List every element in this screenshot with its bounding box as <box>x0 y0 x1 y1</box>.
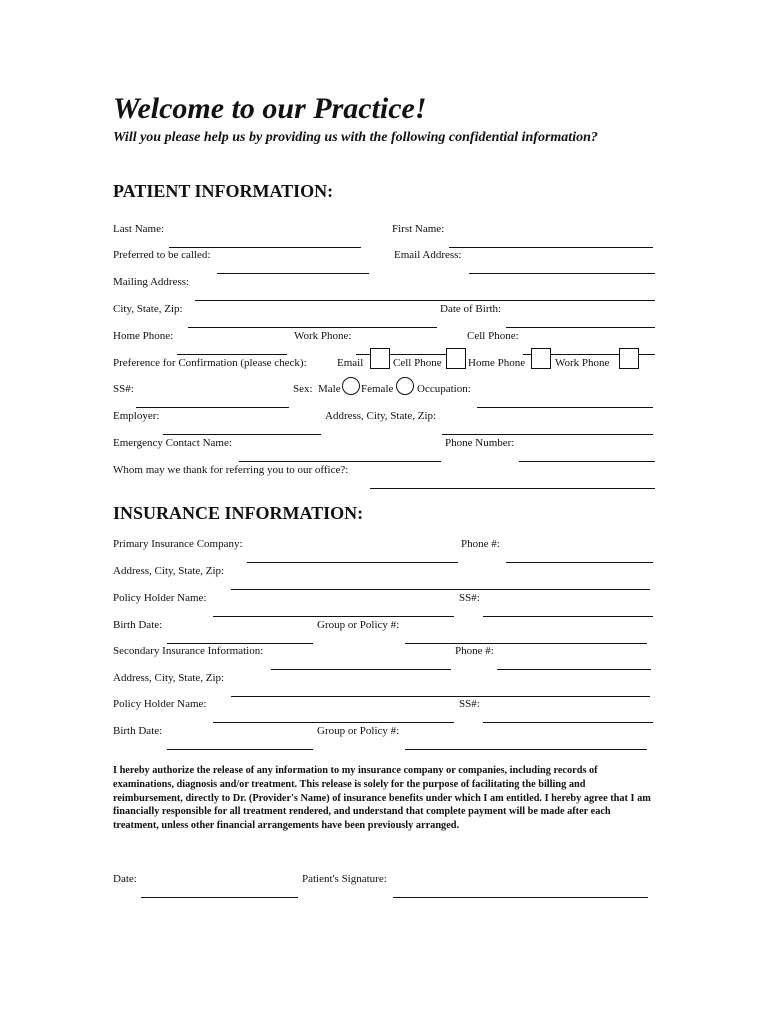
primary-birth-label: Birth Date: <box>113 619 163 631</box>
primary-insurance-field[interactable] <box>247 548 458 563</box>
pref-email-checkbox[interactable] <box>370 348 390 369</box>
employer-address-label: Address, City, State, Zip: <box>325 410 437 422</box>
emergency-phone-field[interactable] <box>519 447 655 462</box>
sex-label: Sex: <box>293 383 313 395</box>
employer-label: Employer: <box>113 410 160 422</box>
emergency-phone-label: Phone Number: <box>445 437 515 449</box>
first-name-field[interactable] <box>449 233 653 248</box>
last-name-label: Last Name: <box>113 223 165 235</box>
referral-label: Whom may we thank for referring you to our office?: <box>113 464 349 476</box>
row-ss-sex <box>113 382 658 398</box>
secondary-insurance-label: Secondary Insurance Information: <box>113 645 264 657</box>
dob-field[interactable] <box>506 313 655 328</box>
secondary-birth-label: Birth Date: <box>113 725 163 737</box>
emergency-contact-field[interactable] <box>239 447 441 462</box>
email-label: Email Address: <box>394 249 462 261</box>
pref-email-label: Email <box>337 357 364 369</box>
row-signature <box>113 872 658 888</box>
primary-group-label: Group or Policy #: <box>317 619 400 631</box>
pref-home-phone-label: Home Phone <box>468 357 526 369</box>
date-label: Date: <box>113 873 137 885</box>
primary-holder-label: Policy Holder Name: <box>113 592 207 604</box>
primary-insurance-label: Primary Insurance Company: <box>113 538 243 550</box>
row-primary <box>113 537 658 553</box>
secondary-address-label: Address, City, State, Zip: <box>113 672 225 684</box>
employer-address-field[interactable] <box>442 420 653 435</box>
signature-label: Patient's Signature: <box>302 873 387 885</box>
secondary-insurance-field[interactable] <box>271 655 451 670</box>
secondary-group-label: Group or Policy #: <box>317 725 400 737</box>
primary-holder-ss-field[interactable] <box>483 602 653 617</box>
secondary-group-field[interactable] <box>405 735 647 750</box>
row-emergency <box>113 436 658 452</box>
ss-field[interactable] <box>136 393 289 408</box>
row-secondary-holder <box>113 697 658 713</box>
sex-male-label: Male <box>318 383 341 395</box>
page-subtitle: Will you please help us by providing us with the following confidential information? <box>113 130 598 145</box>
row-primary-holder <box>113 591 658 607</box>
pref-cell-phone-label: Cell Phone <box>393 357 442 369</box>
confirmation-preference-label: Preference for Confirmation (please check): <box>113 357 307 369</box>
emergency-contact-label: Emergency Contact Name: <box>113 437 232 449</box>
secondary-holder-ss-label: SS#: <box>459 698 480 710</box>
patient-info-heading: PATIENT INFORMATION: <box>113 181 334 201</box>
primary-holder-field[interactable] <box>213 602 454 617</box>
dob-label: Date of Birth: <box>440 303 502 315</box>
home-phone-label: Home Phone: <box>113 330 174 342</box>
primary-group-field[interactable] <box>405 629 647 644</box>
row-names <box>113 222 658 238</box>
first-name-label: First Name: <box>392 223 445 235</box>
secondary-holder-label: Policy Holder Name: <box>113 698 207 710</box>
insurance-info-heading: INSURANCE INFORMATION: <box>113 503 364 523</box>
secondary-holder-field[interactable] <box>213 708 454 723</box>
pref-cell-phone-checkbox[interactable] <box>446 348 466 369</box>
secondary-phone-label: Phone #: <box>455 645 494 657</box>
mailing-address-field[interactable] <box>195 286 655 301</box>
pref-work-phone-checkbox[interactable] <box>619 348 639 369</box>
home-phone-field[interactable] <box>177 340 287 355</box>
row-secondary <box>113 644 658 660</box>
sex-female-radio[interactable] <box>396 377 414 395</box>
primary-phone-field[interactable] <box>506 548 653 563</box>
secondary-address-field[interactable] <box>231 682 650 697</box>
row-preferred <box>113 248 658 264</box>
pref-work-phone-label: Work Phone <box>555 357 610 369</box>
cell-phone-label: Cell Phone: <box>467 330 519 342</box>
row-primary-birth <box>113 618 658 634</box>
row-secondary-address <box>113 671 658 687</box>
primary-address-field[interactable] <box>231 575 650 590</box>
work-phone-label: Work Phone: <box>294 330 352 342</box>
primary-birth-field[interactable] <box>167 629 313 644</box>
city-state-zip-label: City, State, Zip: <box>113 303 183 315</box>
city-state-zip-field[interactable] <box>188 313 437 328</box>
mailing-address-label: Mailing Address: <box>113 276 190 288</box>
row-confirmation <box>113 356 658 372</box>
preferred-name-label: Preferred to be called: <box>113 249 211 261</box>
authorization-statement: I hereby authorize the release of any information to my insurance company or companies, including records of examinations, diagnosis and/or treatment. This release is solely for the purpose of facilitating the billing and reimbursement, directly to Dr. (Provider's Name) of insurance benefits under which I am entitled. I hereby agree that I am financially responsible for all treatment rendered, and understand that complete payment will be made after each treatment, unless other financial arrangements have been previously arranged. <box>113 765 651 832</box>
sex-male-radio[interactable] <box>342 377 360 395</box>
pref-home-phone-checkbox[interactable] <box>531 348 551 369</box>
row-city <box>113 302 658 318</box>
primary-address-label: Address, City, State, Zip: <box>113 565 225 577</box>
occupation-field[interactable] <box>477 393 653 408</box>
last-name-field[interactable] <box>169 233 361 248</box>
employer-field[interactable] <box>163 420 321 435</box>
row-mailing <box>113 275 658 291</box>
email-field[interactable] <box>469 259 655 274</box>
secondary-birth-field[interactable] <box>167 735 313 750</box>
sex-female-label: Female <box>361 383 394 395</box>
date-field[interactable] <box>141 883 298 898</box>
signature-field[interactable] <box>393 883 648 898</box>
page-title: Welcome to our Practice! <box>113 92 427 125</box>
row-secondary-birth <box>113 724 658 740</box>
row-referral <box>113 463 658 479</box>
row-phones <box>113 329 658 345</box>
referral-field[interactable] <box>370 474 655 489</box>
row-primary-address <box>113 564 658 580</box>
preferred-name-field[interactable] <box>217 259 369 274</box>
ss-label: SS#: <box>113 383 134 395</box>
occupation-label: Occupation: <box>417 383 471 395</box>
secondary-holder-ss-field[interactable] <box>483 708 653 723</box>
primary-holder-ss-label: SS#: <box>459 592 480 604</box>
row-employer <box>113 409 658 425</box>
primary-phone-label: Phone #: <box>461 538 500 550</box>
secondary-phone-field[interactable] <box>497 655 651 670</box>
